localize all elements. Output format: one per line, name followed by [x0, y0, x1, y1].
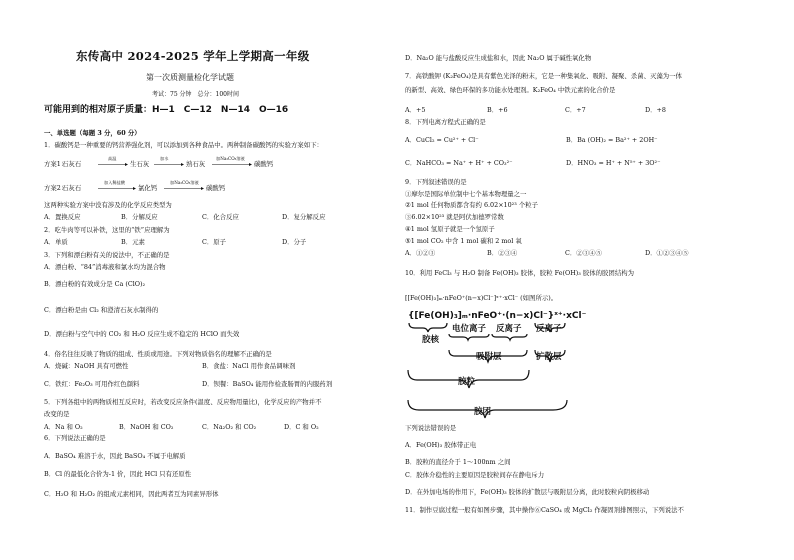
- option-d[interactable]: D．分子: [282, 238, 307, 246]
- option-b[interactable]: B．②③④: [487, 249, 518, 257]
- arrow: [212, 163, 252, 167]
- option-b[interactable]: B．+6: [487, 106, 508, 114]
- option-d[interactable]: D．C 和 O₂: [284, 423, 319, 431]
- option-b[interactable]: B．胶粒的直径介于 1～100nm 之间: [405, 458, 511, 466]
- statement-5: ⑤1 mol CO₂ 中含 1 mol 碳和 2 mol 氧: [405, 237, 522, 245]
- question-7-cont: 的新型、高效、绿色环保的多功能水处理剂。K₂FeO₄ 中铁元素的化合价是: [405, 86, 616, 94]
- question-3: 3．下列和漂白粉有关的说法中，不正确的是: [44, 251, 170, 259]
- option-d[interactable]: D．①②③④⑤: [645, 249, 689, 257]
- option-c[interactable]: C．原子: [202, 238, 227, 246]
- option-c[interactable]: C．NaHCO₃ = Na⁺ + H⁺ + CO₃²⁻: [405, 159, 513, 167]
- arrow: [154, 163, 184, 167]
- question-10: 10．利用 FeCl₃ 与 H₂O 制备 Fe(OH)₃ 胶体，胶粒 Fe(OH)₃ 胶体的胶团结构为: [405, 269, 634, 277]
- question-4: 4．俗名往往反映了物质的组成、性质或用途。下列对物质俗名的理解不正确的是: [44, 350, 272, 358]
- arrow-condition: 加水: [160, 156, 169, 161]
- exam-title: 第一次质测量检化学试题: [146, 73, 234, 82]
- question-10-formula: [[Fe(OH)₃]ₘ·nFeO⁺(n−x)Cl⁻]ˣ⁺·xCl⁻ (如图所示)。: [405, 294, 558, 302]
- atomic-masses: 可能用到的相对原子质量：H—1 C—12 N—14 O—16: [44, 105, 289, 115]
- scheme-1-step: 生石灰: [130, 160, 150, 168]
- option-a[interactable]: A．Na 和 O₂: [44, 423, 83, 431]
- option-c[interactable]: C．铁红：Fe₂O₃ 可用作红色颜料: [44, 380, 140, 388]
- scheme-1-step: 碳酸钙: [254, 160, 274, 168]
- statement-4: ④1 mol 氢原子就是一个氢原子: [405, 225, 495, 233]
- school-title: 东传高中 2024-2025 学年上学期高一年级: [76, 49, 310, 63]
- option-a[interactable]: A．单质: [44, 238, 68, 246]
- label-micelle: 胶团: [474, 407, 492, 417]
- option-b[interactable]: B．Cl 的最低化合价为-1 价，因此 HCl 只有还原性: [44, 470, 192, 478]
- arrow-condition: 加Na₂CO₃溶液: [216, 156, 245, 161]
- section-heading: 一、单选题（每题 3 分，60 分）: [44, 129, 141, 137]
- option-b[interactable]: B．分解反应: [121, 213, 158, 221]
- label-colloidal-particle: 胶粒: [458, 377, 476, 387]
- scheme-2-step: 氯化钙: [138, 184, 158, 192]
- label-counter-ions-outer: 反离子: [536, 324, 562, 334]
- option-a[interactable]: A．烧碱：NaOH 具有可燃性: [44, 362, 129, 370]
- option-d[interactable]: D．复分解反应: [282, 213, 326, 221]
- scheme-1-label: 方案1：: [44, 160, 68, 168]
- scheme-1-step: 石灰石: [62, 160, 82, 168]
- option-a[interactable]: A．漂白粉、“84”消毒液和氯水均为混合物: [44, 263, 166, 271]
- arrow-condition: 加入稀盐酸: [104, 180, 125, 185]
- diagram-formula: {[Fe(OH)₃]ₘ·nFeO⁺·(n−x)Cl⁻}ˣ⁺·xCl⁻: [408, 311, 587, 321]
- arrow: [164, 187, 204, 191]
- option-a[interactable]: A．+5: [405, 106, 426, 114]
- option-c[interactable]: C．+7: [565, 106, 586, 114]
- option-c[interactable]: C．胶体介稳性的主要原因是胶粒间存在静电斥力: [405, 471, 545, 479]
- question-2: 2．吃牛肉等可以补铁，这里的“铁”应理解为: [44, 226, 170, 234]
- question-10-stem: 下列说法错误的是: [405, 424, 457, 432]
- scheme-2-label: 方案2：: [44, 184, 68, 192]
- option-a[interactable]: A．Fe(OH)₃ 胶体带正电: [405, 441, 477, 449]
- label-diffusion-layer: 扩散层: [536, 352, 562, 362]
- label-potential-ions: 电位离子: [452, 324, 487, 334]
- question-1-stem: 这两种实验方案中没有涉及的化学反应类型为: [44, 201, 172, 209]
- question-7: 7．高铁酸钾 (K₂FeO₄)是具有紫色光泽的粉末，它是一种集氧化、吸附、凝聚、杀菌、灭藻为一体: [405, 72, 682, 80]
- statement-1: ①摩尔是国际单位制中七个基本物理量之一: [405, 190, 527, 198]
- question-11: 11．制作豆腐过程一般有如图步骤，其中操作⑥CaSO₄ 或 MgCl₂ 作凝固剂排图照示，下列说法不: [405, 506, 684, 514]
- label-adsorption-layer: 吸附层: [476, 352, 502, 362]
- question-5-cont: 改变的是: [44, 410, 70, 418]
- arrow: [98, 187, 136, 191]
- question-9: 9．下列叙述错误的是: [405, 178, 467, 186]
- question-5: 5．下列各组中的两物质相互反应时，若改变反应条件(温度、反应物用量比)，化学反应的产物并不: [44, 398, 322, 406]
- question-1: 1．碳酸钙是一种重要的钙营养强化剂，可以添加到各种食品中。两种制备碳酸钙的实验方案如下：: [44, 141, 323, 149]
- option-b[interactable]: B．食盐：NaCl 用作食品调味剂: [202, 362, 296, 370]
- question-8: 8．下列电离方程式正确的是: [405, 118, 486, 126]
- option-a[interactable]: A．BaSO₄ 难溶于水，因此 BaSO₄ 不属于电解质: [44, 452, 186, 460]
- option-c[interactable]: C．H₂O 和 H₂O₂ 的组成元素相同，因此两者互为同素异形体: [44, 490, 219, 498]
- option-c[interactable]: C．Na₂O₂ 和 CO₂: [202, 423, 257, 431]
- option-c[interactable]: C．②③④⑤: [565, 249, 602, 257]
- option-d[interactable]: D．漂白粉与空气中的 CO₂ 和 H₂O 反应生成不稳定的 HClO 而失效: [44, 330, 240, 338]
- arrow: [98, 163, 128, 167]
- statement-3: ③6.02×10²³ 就是阿伏加德罗常数: [405, 213, 504, 221]
- arrow-condition: 加Na₂CO₃溶液: [170, 180, 199, 185]
- option-d[interactable]: D．钡餐：BaSO₄ 能用作检查肠胃的内服药剂: [202, 380, 333, 388]
- option-b[interactable]: B．Ba (OH)₂ = Ba²⁺ + 2OH⁻: [566, 136, 658, 144]
- question-6: 6．下列说法正确的是: [44, 434, 106, 442]
- option-b[interactable]: B．漂白粉的有效成分是 Ca (ClO)₂: [44, 280, 146, 288]
- option-a[interactable]: A．CuCl₂ = Cu²⁺ + Cl⁻: [405, 136, 479, 144]
- scheme-2-step: 石灰石: [62, 184, 82, 192]
- option-a[interactable]: A．置换反应: [44, 213, 81, 221]
- option-c[interactable]: C．漂白粉是由 Cl₂ 和澄清石灰水制得的: [44, 306, 159, 314]
- option-b[interactable]: B．元素: [121, 238, 145, 246]
- option-c[interactable]: C．化合反应: [202, 213, 239, 221]
- option-d[interactable]: D．Na₂O 能与盐酸反应生成盐和水，因此 Na₂O 属于碱性氧化物: [405, 54, 592, 62]
- option-d[interactable]: D．在外加电场的作用下，Fe(OH)₃ 胶体的扩散层与吸附层分离，此时胶粒向阴极移动: [405, 488, 650, 496]
- label-core: 胶核: [422, 335, 440, 345]
- scheme-1-step: 熟石灰: [186, 160, 206, 168]
- option-a[interactable]: A．①②③: [405, 249, 436, 257]
- option-d[interactable]: D．+8: [645, 106, 666, 114]
- scheme-2-step: 碳酸钙: [206, 184, 226, 192]
- option-b[interactable]: B．NaOH 和 CO₂: [119, 423, 174, 431]
- option-d[interactable]: D．HNO₃ = H⁺ + N⁵⁺ + 3O²⁻: [566, 159, 661, 167]
- exam-info: 考试：75 分钟 总分：100时间: [152, 91, 239, 98]
- arrow-condition: 高温: [108, 156, 117, 161]
- statement-2: ②1 mol 任何物质都含有约 6.02×10²³ 个粒子: [405, 201, 539, 209]
- label-counter-ions: 反离子: [496, 324, 522, 334]
